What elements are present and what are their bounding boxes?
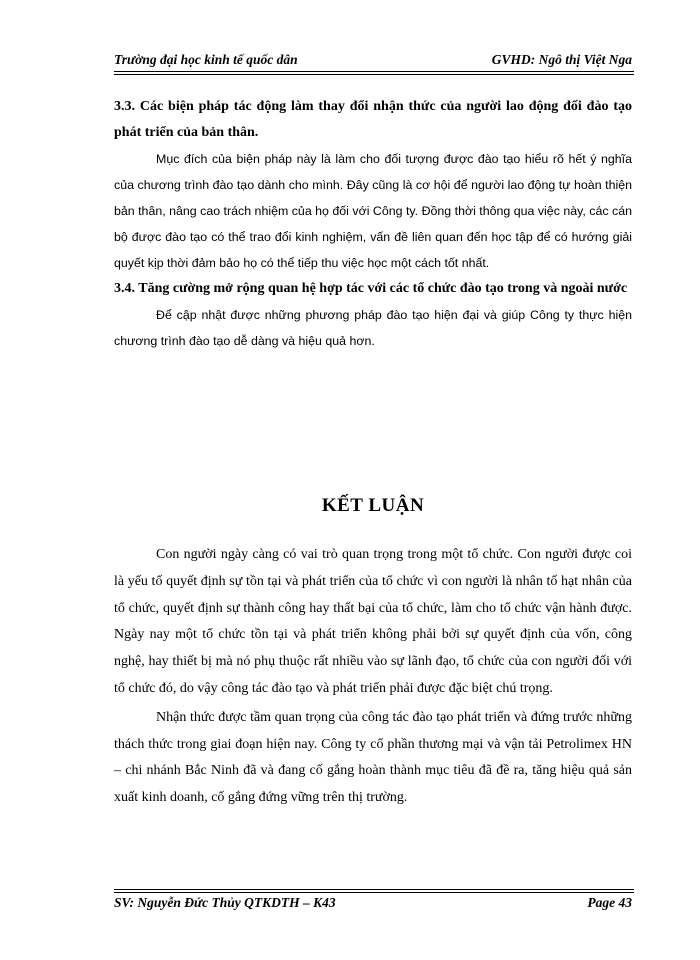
section-3-3-paragraph: Mục đích của biện pháp này là làm cho đối tượng được đào tạo hiểu rõ hết ý nghĩa của chương trình đào tạo dành cho mình. Đây cũng là cơ hội để người lao động tự hoàn thiện bản thân, nâng cao trách nhiệm của họ đối với Công ty. Đồng thời thông qua việc này, các cán bộ được đào tạo có thể trao đổi kinh nghiệm, vấn đề liên quan đến học tập để có hướng giải quyết kịp thời đảm bảo họ có thể tiếp thu việc học một cách tốt nhất. (114, 152, 632, 270)
conclusion-paragraph-1: Con người ngày càng có vai trò quan trọng trong một tổ chức. Con người được coi là yếu tố quyết định sự tồn tại và phát triển của tổ chức vì con người là nhân tố hạt nhân của tổ chức, quyết định sự thành công hay thất bại của tổ chức, làm cho tổ chức vận hành được. Ngày nay một tổ chức tồn tại và phát triển không phải bởi sự quyết định của vốn, công nghệ, hay thiết bị mà nó phụ thuộc rất nhiều vào sự lãnh đạo, tổ chức của con người đối với tổ chức đó, do vậy công tác đào tạo và phát triển phải được đặc biệt chú trọng. (114, 547, 632, 696)
conclusion-heading: KẾT LUẬN (321, 495, 425, 516)
section-3-4-paragraph: Để cập nhật được những phương pháp đào tạo hiện đại và giúp Công ty thực hiện chương trình đào tạo dễ dàng và hiệu quả hơn. (114, 308, 632, 348)
header-divider (114, 71, 634, 75)
section-3-4-title: 3.4. Tăng cường mở rộng quan hệ hợp tác với các tổ chức đào tạo trong và ngoài nước (114, 281, 628, 296)
footer-divider (114, 889, 634, 893)
section-3-3-title: 3.3. Các biện pháp tác động làm thay đổi nhận thức của người lao động đối đào tạo phát triển của bản thân. (114, 99, 632, 140)
footer-page-number: Page 43 (587, 895, 632, 910)
conclusion-paragraph-2: Nhận thức được tầm quan trọng của công tác đào tạo phát triển và đứng trước những thách thức trong giai đoạn hiện nay. Công ty cổ phần thương mại và vận tải Petrolimex HN – chi nhánh Bắc Ninh đã và đang cố gắng hoàn thành mục tiêu đã đề ra, tăng hiệu quả sản xuất kinh doanh, cố gắng đứng vững trên thị trường. (114, 709, 632, 806)
header-supervisor: GVHD: Ngô thị Việt Nga (491, 52, 632, 67)
header-school-name: Trường đại học kinh tế quốc dân (114, 52, 298, 67)
page-header (114, 46, 632, 68)
footer-student: SV: Nguyễn Đức Thủy QTKDTH – K43 (114, 895, 336, 910)
page-footer (114, 895, 632, 917)
page-body (114, 94, 632, 812)
